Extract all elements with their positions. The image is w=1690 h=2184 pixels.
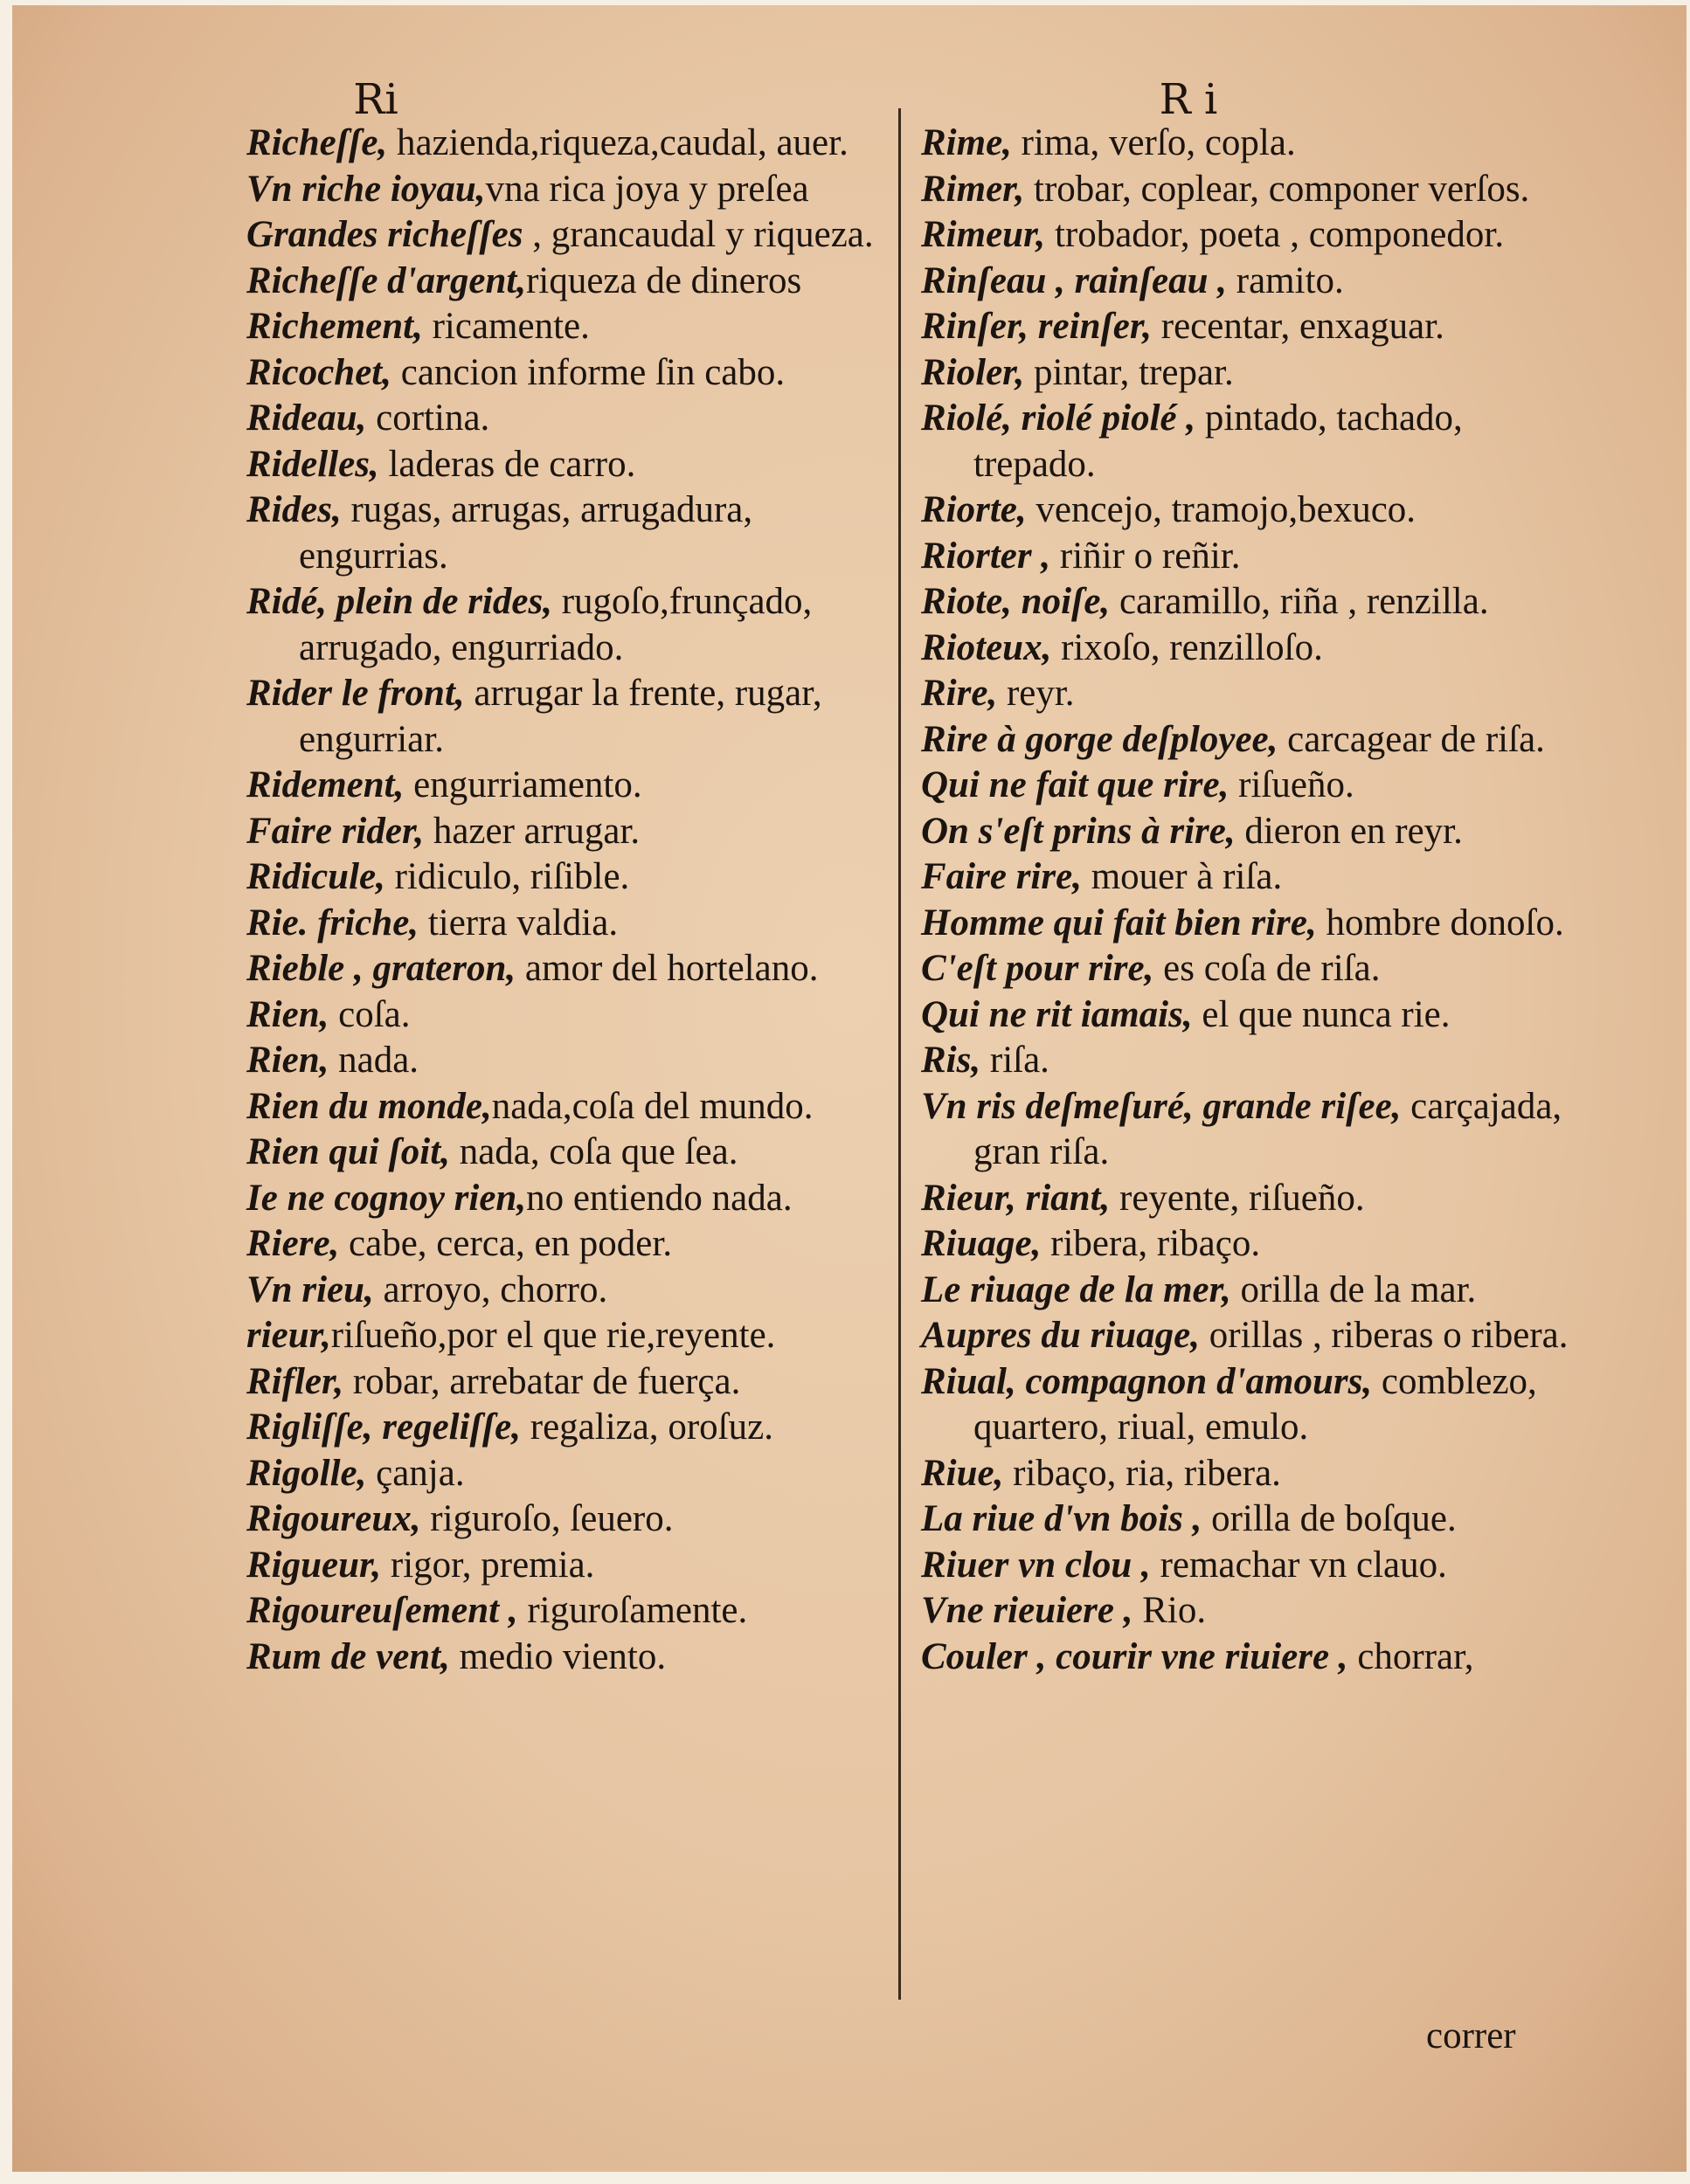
french-term: Riue,	[921, 1452, 1004, 1494]
french-term: Rieble , grateron,	[246, 948, 516, 989]
dictionary-entry	[921, 1496, 1585, 1543]
dictionary-entry	[921, 625, 1585, 672]
french-term: On s'eſt prins à rire,	[921, 810, 1236, 852]
spanish-gloss: arroyo, chorro.	[373, 1268, 608, 1310]
french-term: Rie. friche,	[246, 902, 419, 943]
french-term: Rigoureux,	[246, 1498, 421, 1539]
french-term: Ridement,	[246, 764, 405, 805]
french-term: Rire à gorge deſployee,	[921, 718, 1278, 760]
dictionary-entry	[921, 809, 1585, 855]
dictionary-entry	[246, 1176, 895, 1222]
french-term: Rideau,	[246, 397, 367, 439]
dictionary-entry	[921, 259, 1585, 305]
french-term: Faire rider,	[246, 810, 425, 852]
dictionary-entry	[246, 304, 895, 350]
spanish-gloss: riguroſo, ſeuero.	[420, 1498, 674, 1539]
french-term: Rime,	[921, 122, 1012, 163]
dictionary-entry	[921, 1176, 1585, 1222]
french-term: Riual, compagnon d'amours,	[921, 1360, 1373, 1402]
dictionary-entry	[246, 671, 895, 763]
spanish-gloss: rima, verſo, copla.	[1011, 122, 1296, 163]
dictionary-entry	[246, 1313, 895, 1359]
dictionary-entry	[246, 854, 895, 901]
dictionary-entry	[921, 671, 1585, 717]
french-term: Faire rire,	[921, 856, 1082, 897]
dictionary-entry	[921, 1221, 1585, 1268]
french-term: Richement,	[246, 306, 423, 347]
spanish-gloss: riſueño.	[1229, 764, 1354, 805]
spanish-gloss: ricamente.	[422, 306, 590, 347]
spanish-gloss: coſa.	[329, 993, 411, 1035]
right-running-head: R i	[1159, 75, 1218, 124]
french-term: Ie ne cognoy rien,	[246, 1177, 527, 1219]
dictionary-entry	[246, 396, 895, 442]
dictionary-entry	[246, 167, 895, 213]
dictionary-entry	[921, 763, 1585, 809]
dictionary-entry	[921, 579, 1585, 625]
spanish-gloss: Rio.	[1132, 1590, 1207, 1631]
dictionary-entry	[921, 901, 1585, 947]
dictionary-entry	[246, 1451, 895, 1497]
dictionary-entry	[246, 763, 895, 809]
spanish-gloss: recentar, enxaguar.	[1152, 306, 1444, 347]
dictionary-entry	[246, 1405, 895, 1451]
spanish-gloss: cortina.	[366, 397, 490, 439]
french-term: Ridé, plein de rides,	[246, 581, 552, 622]
spanish-gloss: orilla de boſque.	[1202, 1498, 1457, 1539]
dictionary-entry	[246, 1543, 895, 1589]
french-term: Le riuage de la mer,	[921, 1268, 1231, 1310]
french-term: Rinſeau , rainſeau ,	[921, 259, 1228, 301]
spanish-gloss: nada, coſa que ſea.	[449, 1131, 738, 1172]
spanish-gloss: robar, arrebatar de fuerça.	[343, 1360, 741, 1402]
french-term: Rien qui ſoit,	[246, 1131, 450, 1172]
spanish-gloss: rigor, premia.	[381, 1544, 595, 1586]
french-term: Riuage,	[921, 1223, 1042, 1264]
french-term: Aupres du riuage,	[921, 1315, 1200, 1356]
french-term: Riorte,	[921, 489, 1027, 530]
dictionary-entry	[246, 1130, 895, 1176]
spanish-gloss: ribaço, ria, ribera.	[1003, 1452, 1281, 1494]
french-term: Rire,	[921, 673, 998, 714]
dictionary-entry	[246, 121, 895, 167]
french-term: Rider le front,	[246, 673, 465, 714]
spanish-gloss: amor del hortelano.	[516, 948, 819, 989]
dictionary-entry	[921, 1543, 1585, 1589]
french-term: Rioteux,	[921, 626, 1052, 668]
spanish-gloss: riqueza de dineros	[526, 259, 802, 301]
spanish-gloss: trobar, coplear, componer verſos.	[1024, 168, 1530, 210]
dictionary-entry	[246, 809, 895, 855]
spanish-gloss: regaliza, oroſuz.	[521, 1406, 773, 1448]
french-term: Ricochet,	[246, 351, 391, 393]
french-term: Rum de vent,	[246, 1635, 450, 1677]
french-term: Rioler,	[921, 351, 1025, 393]
french-term: Ridelles,	[246, 443, 379, 485]
dictionary-entry	[921, 1635, 1585, 1681]
french-term: Rien,	[246, 993, 329, 1035]
french-term: rieur,	[246, 1315, 331, 1356]
french-term: C'eſt pour rire,	[921, 948, 1154, 989]
spanish-gloss: nada.	[329, 1040, 419, 1081]
spanish-gloss: rugas, arrugas, arrugadura, engurrias.	[299, 489, 753, 577]
dictionary-entry	[921, 1084, 1585, 1176]
spanish-gloss: ramito.	[1227, 259, 1344, 301]
french-term: Riere,	[246, 1223, 340, 1264]
spanish-gloss: reyente, riſueño.	[1110, 1177, 1365, 1219]
french-term: Vn rieu,	[246, 1268, 374, 1310]
french-term: Qui ne rit iamais,	[921, 993, 1193, 1035]
spanish-gloss: trobador, poeta , componedor.	[1045, 214, 1505, 255]
french-term: Rimeur,	[921, 214, 1046, 255]
dictionary-entry	[246, 487, 895, 579]
dictionary-entry	[246, 579, 895, 671]
spanish-gloss: riſa.	[980, 1040, 1049, 1081]
spanish-gloss: hombre donoſo.	[1316, 902, 1564, 943]
french-term: Rigolle,	[246, 1452, 367, 1494]
dictionary-entry	[921, 396, 1585, 487]
dictionary-entry	[921, 1038, 1585, 1084]
dictionary-entry	[921, 167, 1585, 213]
spanish-gloss: chorrar,	[1347, 1635, 1474, 1677]
dictionary-entry	[921, 534, 1585, 580]
dictionary-entry	[921, 1359, 1585, 1451]
dictionary-entry	[921, 487, 1585, 534]
spanish-gloss: el que nunca rie.	[1192, 993, 1451, 1035]
spanish-gloss: ridiculo, riſible.	[384, 856, 630, 897]
dictionary-entry	[921, 1268, 1585, 1314]
spanish-gloss: carçajada, gran riſa.	[973, 1085, 1562, 1172]
spanish-gloss: cabe, cerca, en poder.	[339, 1223, 673, 1264]
spanish-gloss: hazer arrugar.	[424, 810, 641, 852]
spanish-gloss: riguroſamente.	[517, 1590, 748, 1631]
spanish-gloss: nada,coſa del mundo.	[491, 1085, 814, 1127]
french-term: Ris,	[921, 1040, 981, 1081]
dictionary-entry	[921, 212, 1585, 259]
dictionary-entry	[921, 946, 1585, 992]
left-column	[246, 121, 895, 1680]
dictionary-entry	[246, 1496, 895, 1543]
french-term: Rifler,	[246, 1360, 344, 1402]
dictionary-entry	[921, 350, 1585, 397]
french-term: Homme qui fait bien rire,	[921, 902, 1317, 943]
french-term: Rien du monde,	[246, 1085, 492, 1127]
french-term: Ridicule,	[246, 856, 385, 897]
spanish-gloss: comblezo, quartero, riual, emulo.	[973, 1360, 1537, 1448]
french-term: Grandes richeſſes	[246, 214, 523, 255]
dictionary-entry	[246, 442, 895, 488]
french-term: Rinſer, reinſer,	[921, 306, 1153, 347]
spanish-gloss: cancion informe ſin cabo.	[391, 351, 786, 393]
french-term: Vn ris deſmeſuré, grande riſee,	[921, 1085, 1402, 1127]
french-term: Rigueur,	[246, 1544, 382, 1586]
french-term: Riuer vn clou ,	[921, 1544, 1151, 1586]
dictionary-entry	[246, 212, 895, 259]
spanish-gloss: no entiendo nada.	[526, 1177, 793, 1219]
spanish-gloss: laderas de carro.	[378, 443, 636, 485]
column-divider	[898, 108, 901, 2000]
left-running-head: Ri	[353, 75, 398, 124]
french-term: Richeſſe d'argent,	[246, 259, 527, 301]
french-term: Rien,	[246, 1040, 329, 1081]
dictionary-entry	[921, 992, 1585, 1039]
french-term: Vn riche ioyau,	[246, 168, 486, 210]
french-term: Richeſſe,	[246, 122, 388, 163]
dictionary-entry	[246, 1268, 895, 1314]
french-term: Riote, noiſe,	[921, 581, 1111, 622]
spanish-gloss: remachar vn clauo.	[1150, 1544, 1447, 1586]
spanish-gloss: reyr.	[997, 673, 1075, 714]
spanish-gloss: arrugar la frente, rugar, engurriar.	[299, 673, 822, 760]
spanish-gloss: pintado, tachado, trepado.	[973, 397, 1463, 485]
spanish-gloss: mouer à riſa.	[1081, 856, 1283, 897]
spanish-gloss: riſueño,por el que rie,reyente.	[330, 1315, 776, 1356]
spanish-gloss: vencejo, tramojo,bexuco.	[1026, 489, 1416, 530]
spanish-gloss: dieron en reyr.	[1235, 810, 1463, 852]
french-term: Rides,	[246, 489, 342, 530]
spanish-gloss: carcagear de riſa.	[1278, 718, 1545, 760]
dictionary-entry	[921, 1451, 1585, 1497]
spanish-gloss: caramillo, riña , renzilla.	[1110, 581, 1489, 622]
dictionary-entry	[246, 1038, 895, 1084]
spanish-gloss: vna rica joya y preſea	[485, 168, 809, 210]
french-term: Riolé, riolé piolé ,	[921, 397, 1196, 439]
spanish-gloss: engurriamento.	[404, 764, 642, 805]
dictionary-entry	[921, 854, 1585, 901]
dictionary-entry	[921, 1588, 1585, 1635]
dictionary-entry	[921, 304, 1585, 350]
dictionary-entry	[246, 350, 895, 397]
spanish-gloss: hazienda,riqueza,caudal, auer.	[387, 122, 848, 163]
french-term: Rigliſſe, regeliſſe,	[246, 1406, 522, 1448]
french-term: Rieur, riant,	[921, 1177, 1111, 1219]
right-column	[921, 121, 1585, 1680]
french-term: Couler , courir vne riuiere ,	[921, 1635, 1348, 1677]
dictionary-entry	[921, 121, 1585, 167]
spanish-gloss: orilla de la mar.	[1230, 1268, 1477, 1310]
spanish-gloss: orillas , riberas o ribera.	[1200, 1315, 1569, 1356]
french-term: Qui ne fait que rire,	[921, 764, 1229, 805]
dictionary-entry	[246, 946, 895, 992]
french-term: Rigoureuſement ,	[246, 1590, 518, 1631]
dictionary-entry	[246, 992, 895, 1039]
french-term: La riue d'vn bois ,	[921, 1498, 1202, 1539]
spanish-gloss: rugoſo,frunçado, arrugado, engurriado.	[299, 581, 813, 668]
spanish-gloss: tierra valdia.	[419, 902, 619, 943]
spanish-gloss: , grancaudal y riqueza.	[523, 214, 874, 255]
french-term: Vne rieuiere ,	[921, 1590, 1133, 1631]
catchword: correr	[1426, 2015, 1516, 2056]
spanish-gloss: rixoſo, renzilloſo.	[1051, 626, 1323, 668]
spanish-gloss: es coſa de riſa.	[1153, 948, 1381, 989]
dictionary-entry	[246, 1635, 895, 1681]
dictionary-entry	[246, 259, 895, 305]
dictionary-entry	[921, 1313, 1585, 1359]
dictionary-page	[12, 5, 1687, 2172]
dictionary-entry	[921, 717, 1585, 764]
dictionary-entry	[246, 1359, 895, 1406]
dictionary-entry	[246, 901, 895, 947]
dictionary-entry	[246, 1221, 895, 1268]
spanish-gloss: riñir o reñir.	[1050, 535, 1241, 577]
spanish-gloss: pintar, trepar.	[1024, 351, 1234, 393]
spanish-gloss: çanja.	[366, 1452, 465, 1494]
dictionary-entry	[246, 1588, 895, 1635]
spanish-gloss: medio viento.	[449, 1635, 667, 1677]
spanish-gloss: ribera, ribaço.	[1041, 1223, 1261, 1264]
french-term: Rimer,	[921, 168, 1025, 210]
french-term: Riorter ,	[921, 535, 1051, 577]
dictionary-entry	[246, 1084, 895, 1130]
